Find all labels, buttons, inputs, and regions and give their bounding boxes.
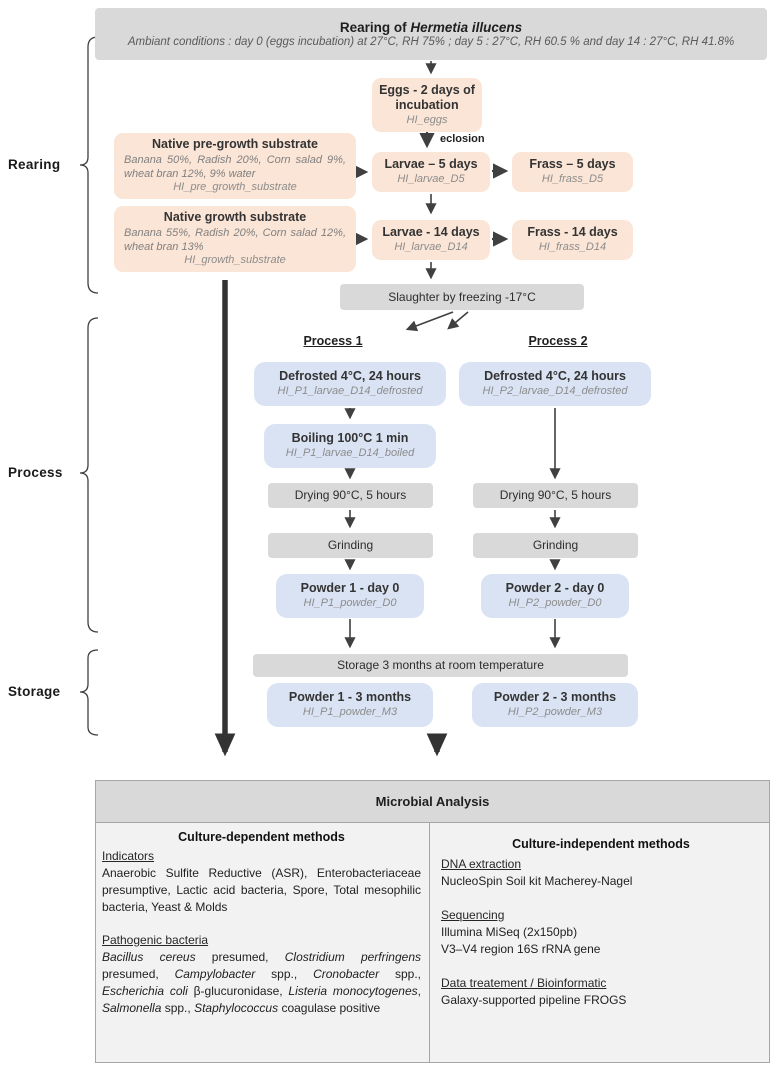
bioinformatic-subheading: Data treatement / Bioinformatic	[441, 975, 607, 990]
p2-defrosted-code: HI_P2_larvae_D14_defrosted	[482, 384, 628, 397]
pre-growth-substrate-box	[114, 133, 356, 199]
p2-powder-d0-box	[481, 574, 629, 618]
p1-boiling-code: HI_P1_larvae_D14_boiled	[285, 446, 415, 459]
culture-independent-heading: Culture-independent methods	[512, 837, 690, 851]
rearing-header-box	[95, 8, 767, 60]
p1-grinding-label: Grinding	[327, 538, 374, 553]
indicators-subheading: Indicators	[102, 848, 155, 863]
larvae-d14-title: Larvae - 14 days	[382, 225, 480, 240]
culture-independent-column	[430, 823, 769, 1063]
larvae-d5-box	[372, 152, 490, 192]
p2-defrosted-box	[459, 362, 651, 406]
culture-dependent-heading: Culture-dependent methods	[178, 830, 345, 844]
pre-growth-ingredients: Banana 50%, Radish 20%, Corn salad 9%, wheat bran 12%, 9% water	[124, 153, 346, 180]
growth-title: Native growth substrate	[163, 210, 307, 225]
indicators-text: Anaerobic Sulfite Reductive (ASR), Enterobacteriaceae presumptive, Lactic acid bacteria, Spore, Total mesophilic bacteria, Yeast & Molds	[102, 865, 421, 914]
process2-label: Process 2	[528, 334, 588, 348]
pre-growth-code: HI_pre_growth_substrate	[173, 181, 297, 194]
sequencing-subheading: Sequencing	[441, 907, 505, 922]
p1-powder-m3-code: HI_P1_powder_M3	[302, 705, 398, 718]
frass-d5-box	[512, 152, 633, 192]
p1-drying-box	[268, 483, 433, 508]
slaughter-box	[340, 284, 584, 310]
p1-grinding-box	[268, 533, 433, 558]
frass-d14-title: Frass - 14 days	[527, 225, 618, 240]
rearing-bracket	[80, 37, 98, 293]
header-title: Rearing of Hermetia illucens	[339, 20, 523, 35]
p1-powder-m3-box	[267, 683, 433, 727]
larvae-d5-title: Larvae – 5 days	[384, 157, 478, 172]
process1-label: Process 1	[303, 334, 363, 348]
larvae-d14-code: HI_larvae_D14	[394, 240, 468, 253]
frass-d14-box	[512, 220, 633, 260]
pathogenic-text: Bacillus cereus presumed, Clostridium perfringens presumed, Campylobacter spp., Cronobacter spp., Escherichia coli β-glucuronidase, Listeria monocytogenes, Salmonella spp., Staphylococcus coagulase positive	[102, 949, 422, 1015]
p1-defrosted-box	[254, 362, 446, 406]
species-name: Hermetia illucens	[410, 20, 523, 35]
p1-powder-m3-title: Powder 1 - 3 months	[288, 690, 412, 705]
eggs-box	[372, 78, 482, 132]
p1-powder-d0-title: Powder 1 - day 0	[300, 581, 400, 596]
culture-dependent-column	[96, 823, 430, 1063]
eggs-title: Eggs - 2 days of incubation	[379, 82, 475, 113]
frass-d14-code: HI_frass_D14	[538, 240, 607, 253]
p1-powder-d0-box	[276, 574, 424, 618]
growth-substrate-box	[114, 206, 356, 272]
ambient-conditions: Ambiant conditions : day 0 (eggs incubation) at 27°C, RH 75% ; day 5 : 27°C, RH 60.5 % and day 14 : 27°C, RH 41.8%	[127, 36, 735, 48]
sequencing-line-2: V3–V4 region 16S rRNA gene	[441, 941, 601, 956]
p1-boiling-box	[264, 424, 436, 468]
frass-d5-title: Frass – 5 days	[529, 157, 616, 172]
p1-defrosted-code: HI_P1_larvae_D14_defrosted	[277, 384, 423, 397]
growth-code: HI_growth_substrate	[184, 254, 286, 267]
microbial-analysis-title: Microbial Analysis	[96, 781, 769, 823]
p2-drying-label: Drying 90°C, 5 hours	[499, 488, 612, 503]
p1-defrosted-title: Defrosted 4°C, 24 hours	[279, 369, 421, 384]
side-label-rearing: Rearing	[8, 157, 61, 172]
pathogenic-subheading: Pathogenic bacteria	[102, 932, 209, 947]
growth-ingredients: Banana 55%, Radish 20%, Corn salad 12%, wheat bran 13%	[124, 226, 346, 253]
p2-drying-box	[473, 483, 638, 508]
sequencing-line-1: Illumina MiSeq (2x150pb)	[441, 924, 578, 939]
eggs-code: HI_eggs	[406, 113, 448, 126]
pre-growth-title: Native pre-growth substrate	[151, 137, 318, 152]
p1-boiling-title: Boiling 100°C 1 min	[291, 431, 409, 446]
process-bracket	[80, 318, 98, 632]
bioinformatic-line: Galaxy-supported pipeline FROGS	[441, 992, 627, 1007]
p2-defrosted-title: Defrosted 4°C, 24 hours	[484, 369, 626, 384]
slaughter-label: Slaughter by freezing -17°C	[388, 289, 536, 304]
larvae-d14-box	[372, 220, 490, 260]
side-label-process: Process	[8, 465, 63, 480]
p1-powder-d0-code: HI_P1_powder_D0	[303, 596, 397, 609]
p2-powder-m3-box	[472, 683, 638, 727]
larvae-d5-code: HI_larvae_D5	[397, 172, 465, 185]
p2-powder-m3-code: HI_P2_powder_M3	[507, 705, 603, 718]
side-label-storage: Storage	[8, 684, 61, 699]
dna-extraction-line: NucleoSpin Soil kit Macherey-Nagel	[441, 873, 633, 888]
p1-drying-label: Drying 90°C, 5 hours	[294, 488, 407, 503]
dna-extraction-subheading: DNA extraction	[441, 856, 522, 871]
p2-powder-d0-title: Powder 2 - day 0	[505, 581, 605, 596]
p2-powder-m3-title: Powder 2 - 3 months	[493, 690, 617, 705]
p2-grinding-box	[473, 533, 638, 558]
storage-bracket	[80, 650, 98, 735]
frass-d5-code: HI_frass_D5	[541, 172, 604, 185]
p2-powder-d0-code: HI_P2_powder_D0	[508, 596, 602, 609]
microbial-analysis-panel	[95, 780, 770, 1063]
eclosion-label: eclosion	[440, 133, 485, 145]
storage-bar-label: Storage 3 months at room temperature	[337, 658, 544, 673]
p2-grinding-label: Grinding	[532, 538, 579, 553]
storage-bar	[253, 654, 628, 677]
